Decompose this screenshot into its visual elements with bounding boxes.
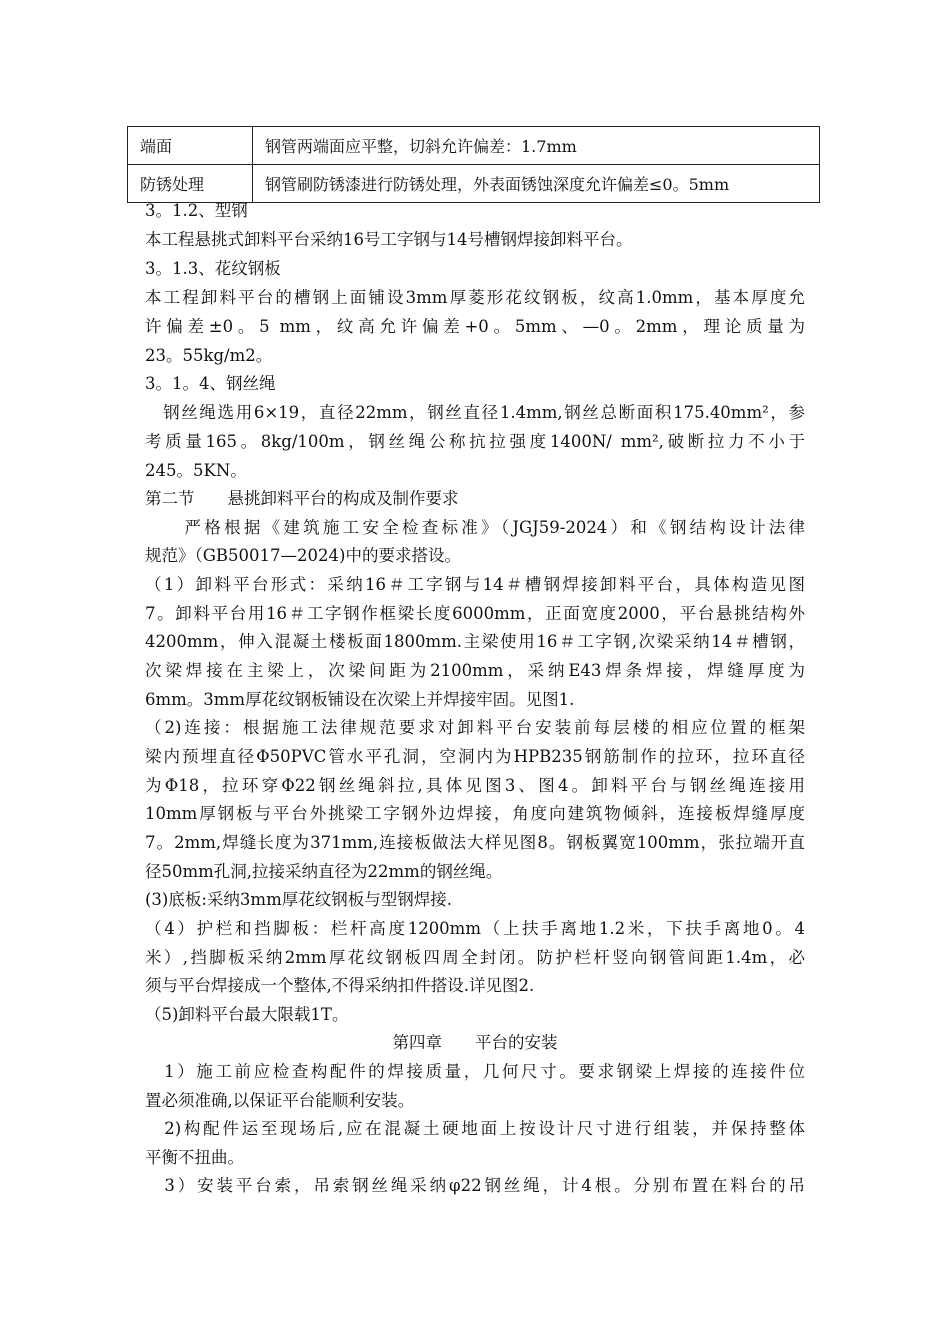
text-line: 23。55kg/m2。	[145, 346, 273, 365]
text-line: 许偏差±0。5 mm，纹高允许偏差+0。5mm、—0。2mm，理论质量为	[145, 317, 805, 336]
text-line: 次梁焊接在主梁上，次梁间距为2100mm，采纳E43焊条焊接，焊缝厚度为	[145, 661, 805, 680]
text-line: 7。卸料平台用16＃工字钢作框梁长度6000mm，正面宽度2000，平台悬挑结构外	[145, 604, 805, 623]
text-line: 须与平台焊接成一个整体,不得采纳扣件搭设.详见图2.	[145, 976, 535, 995]
text-line: 4200mm，伸入混凝土楼板面1800mm.主梁使用16＃工字钢,次梁采纳14＃槽钢，	[145, 632, 805, 651]
text-line: （5)卸料平台最大限载1T。	[145, 1005, 349, 1024]
text-line: 规范》（GB50017—2024)中的要求搭设。	[145, 546, 461, 565]
text-line: 米）,挡脚板采纳2mm厚花纹钢板四周全封闭。防护栏杆竖向钢管间距1.4m，必	[145, 948, 805, 967]
text-line: 3。1.3、花纹钢板	[145, 259, 281, 278]
text-line: （4）护栏和挡脚板：栏杆高度1200mm（上扶手离地1.2米，下扶手离地0。4	[145, 919, 805, 938]
text-line: (3)底板:采纳3mm厚花纹钢板与型钢焊接.	[145, 890, 452, 909]
text-line: 为Φ18，拉环穿Φ22钢丝绳斜拉,具体见图3、图4。卸料平台与钢丝绳连接用	[145, 776, 805, 795]
section-heading: 第二节 悬挑卸料平台的构成及制作要求	[145, 489, 459, 508]
text-line: 平衡不扭曲。	[145, 1148, 244, 1167]
table-cell-desc: 钢管两端面应平整，切斜允许偏差：1.7mm	[253, 127, 820, 165]
text-line: 3。1。4、钢丝绳	[145, 374, 276, 393]
text-line: 7。2mm,焊缝长度为371mm,连接板做法大样见图8。钢板翼宽100mm，张拉端开直	[145, 833, 805, 852]
text-line: 考质量165。8kg/100m，钢丝绳公称抗拉强度1400N/ mm²,破断拉力不小于	[145, 432, 805, 451]
text-line: （2)连接：根据施工法律规范要求对卸料平台安装前每层楼的相应位置的框架	[145, 718, 805, 737]
table-row	[128, 127, 820, 165]
spec-table	[127, 126, 820, 203]
text-line: 3）安装平台索，吊索钢丝绳采纳φ22钢丝绳，计4根。分别布置在料台的吊	[145, 1176, 805, 1195]
text-line: 2)构配件运至现场后,应在混凝土硬地面上按设计尺寸进行组装，并保持整体	[145, 1119, 805, 1138]
text-line: 6mm。3mm厚花纹钢板铺设在次梁上并焊接牢固。见图1.	[145, 690, 575, 709]
text-line: 置必须准确,以保证平台能顺利安装。	[145, 1091, 415, 1110]
text-line: 3。1.2、型钢	[145, 201, 248, 220]
text-line: （1）卸料平台形式：采纳16＃工字钢与14＃槽钢焊接卸料平台，具体构造见图	[145, 575, 805, 594]
text-line: 严格根据《建筑施工安全检查标准》（JGJ59-2024）和《钢结构设计法律	[145, 518, 805, 537]
text-line: 本工程悬挑式卸料平台采纳16号工字钢与14号槽钢焊接卸料平台。	[145, 230, 633, 249]
text-line: 本工程卸料平台的槽钢上面铺设3mm厚菱形花纹钢板，纹高1.0mm，基本厚度允	[145, 288, 805, 307]
table-cell-desc: 钢管刷防锈漆进行防锈处理，外表面锈蚀深度允许偏差≤0。5mm	[253, 165, 820, 203]
text-line: 10mm厚钢板与平台外挑梁工字钢外边焊接，角度向建筑物倾斜，连接板焊缝厚度	[145, 804, 805, 823]
text-line: 245。5KN。	[145, 461, 247, 480]
text-line: 1）施工前应检查构配件的焊接质量，几何尺寸。要求钢梁上焊接的连接件位	[145, 1062, 805, 1081]
text-line: 钢丝绳选用6×19，直径22mm，钢丝直径1.4mm,钢丝总断面积175.40mm²，参	[145, 403, 805, 422]
text-line: 径50mm孔洞,拉接采纳直径为22mm的钢丝绳。	[145, 862, 503, 881]
table-cell-name: 端面	[128, 127, 253, 165]
chapter-heading: 第四章 平台的安装	[392, 1033, 558, 1052]
text-line: 梁内预埋直径Φ50PVC管水平孔洞，空洞内为HPB235钢筋制作的拉环，拉环直径	[145, 747, 805, 766]
table-cell-name: 防锈处理	[128, 165, 253, 203]
